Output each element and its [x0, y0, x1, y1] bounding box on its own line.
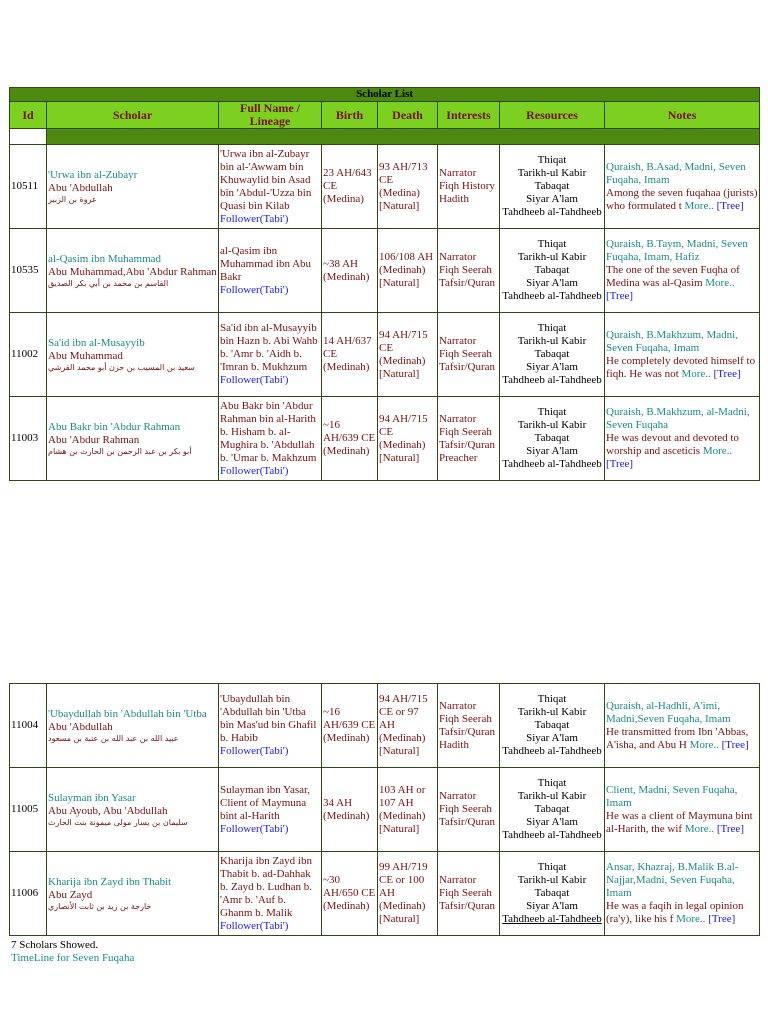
lineage-text: 'Ubaydullah bin 'Abdullah bin 'Utba bin Mas'ud bin Ghafil b. Habib	[220, 693, 317, 744]
notes-tags[interactable]: Quraish, B.Makhzum, al-Madni, Seven Fuqaha	[606, 406, 750, 431]
lineage-text: 'Urwa ibn al-Zubayr bin al-'Awwam bin Khuwaylid bin Asad bin 'Abdul-'Uzza bin Quasi bin Kilab	[220, 147, 312, 212]
lineage-text: Kharija ibn Zayd ibn Thabit b. ad-Dahhak b. Zayd b. Ludhan b. 'Amr b. 'Auf b. Ghanm b. Malik	[220, 854, 312, 919]
notes-cell	[605, 768, 760, 852]
resource-tarikh[interactable]: Tarikh-ul Kabir	[517, 167, 587, 179]
more-link[interactable]: More..	[676, 913, 706, 925]
scholar-kunya: Abu Zayd	[48, 888, 93, 901]
notes-tags[interactable]: Quraish, B.Asad, Madni, Seven Fuqaha, Imam	[606, 160, 746, 186]
scholar-id: 11003	[10, 397, 47, 481]
resource-tahdheeb[interactable]: Tahdheeb al-Tahdheeb	[502, 374, 602, 386]
follower-status: Follower(Tabi')	[220, 374, 289, 386]
resource-tabaqat[interactable]: Tabaqat	[534, 803, 570, 815]
lineage-cell	[219, 684, 322, 768]
scholar-cell	[47, 397, 219, 481]
notes-text: He was a client of Maymuna bint al-Harith, the wif	[606, 809, 753, 835]
notes-cell	[605, 684, 760, 768]
scholar-name-link[interactable]: 'Ubaydullah bin 'Abdullah bin 'Utba	[48, 707, 207, 720]
scholar-kunya: Abu Muhammad	[48, 349, 123, 362]
resource-tarikh[interactable]: Tarikh-ul Kabir	[517, 251, 587, 263]
resources-cell	[500, 313, 605, 397]
notes-cell	[605, 145, 760, 229]
follower-status: Follower(Tabi')	[220, 822, 289, 835]
resources-cell	[500, 768, 605, 852]
birth-cell: ~30 AH/650 CE (Medinah)	[322, 852, 378, 936]
lineage-text: Sulayman ibn Yasar, Client of Maymuna bint al-Harith	[220, 783, 311, 822]
scholar-id: 11005	[10, 768, 47, 852]
table-row	[10, 397, 760, 481]
death-cell: 94 AH/715 CE (Medinah) [Natural]	[378, 313, 438, 397]
resource-tabaqat[interactable]: Tabaqat	[534, 719, 570, 731]
resources-cell	[500, 397, 605, 481]
resource-siyar[interactable]: Siyar A'lam	[526, 445, 578, 457]
lineage-text: Sa'id ibn al-Musayyib bin Hazn b. Abi Wahb b. 'Amr b. 'Aidh b. 'Imran b. Mukhzum	[220, 322, 318, 373]
birth-cell: ~16 AH/639 CE (Medinah)	[322, 397, 378, 481]
notes-text: Among the seven fuqahaa (jurists) who formulated t	[606, 186, 758, 212]
resource-thiqat[interactable]: Thiqat	[537, 777, 567, 789]
table-row	[10, 229, 760, 313]
tree-link[interactable]: [Tree]	[606, 458, 634, 470]
resource-tabaqat[interactable]: Tabaqat	[534, 180, 570, 192]
birth-cell: 23 AH/643 CE (Medina)	[322, 145, 378, 229]
birth-cell: 14 AH/637 CE (Medinah)	[322, 313, 378, 397]
scholar-kunya: Abu 'Abdur Rahman	[48, 433, 140, 446]
scholar-id: 11006	[10, 852, 47, 936]
scholar-arabic-name: سعيد بن المسيب بن حزن أبو محمد القرشي	[48, 362, 195, 372]
header-scholar: Scholar	[47, 102, 219, 129]
header-death: Death	[378, 102, 438, 129]
interests-cell: Narrator Fiqh Seerah Tafsir/Quran	[438, 852, 500, 936]
scholar-name-link[interactable]: al-Qasim ibn Muhammad	[48, 252, 162, 265]
footer	[11, 939, 134, 965]
table-row	[10, 852, 760, 936]
follower-status: Follower(Tabi')	[220, 919, 289, 932]
death-cell: 93 AH/713 CE (Medina) [Natural]	[378, 145, 438, 229]
timeline-link[interactable]: TimeLine for Seven Fuqaha	[11, 952, 135, 964]
resource-thiqat[interactable]: Thiqat	[537, 693, 567, 705]
table-body-bottom	[10, 684, 760, 936]
resource-siyar[interactable]: Siyar A'lam	[526, 193, 578, 205]
scholar-count: 7 Scholars Showed.	[11, 939, 99, 951]
resource-tabaqat[interactable]: Tabaqat	[534, 348, 570, 360]
resource-tahdheeb[interactable]: Tahdheeb al-Tahdheeb	[502, 458, 602, 470]
scholar-id: 10535	[10, 229, 47, 313]
lineage-text: al-Qasim ibn Muhammad ibn Abu Bakr	[220, 244, 312, 283]
notes-tags[interactable]: Client, Madni, Seven Fuqaha, Imam	[606, 783, 738, 809]
resources-cell	[500, 852, 605, 936]
table-row	[10, 768, 760, 852]
more-link[interactable]: More..	[689, 738, 719, 751]
interests-cell: Narrator Fiqh Seerah Tafsir/Quran Hadith	[438, 684, 500, 768]
follower-status: Follower(Tabi')	[220, 745, 289, 757]
lineage-cell	[219, 768, 322, 852]
notes-cell	[605, 229, 760, 313]
scholar-kunya: Abu 'Abdullah	[48, 720, 113, 733]
scholar-name-link[interactable]: 'Urwa ibn al-Zubayr	[48, 168, 138, 181]
resource-tabaqat[interactable]: Tabaqat	[534, 432, 570, 444]
resource-tarikh[interactable]: Tarikh-ul Kabir	[517, 419, 587, 431]
tree-link[interactable]: [Tree]	[606, 290, 634, 302]
scholar-kunya: Abu Muhammad,Abu 'Abdur Rahman	[48, 265, 217, 278]
death-cell: 106/108 AH (Medinah) [Natural]	[378, 229, 438, 313]
death-cell: 94 AH/715 CE (Medinah) [Natural]	[378, 397, 438, 481]
resources-cell	[500, 145, 605, 229]
scholar-arabic-name: القاسم بن محمد بن أبي بكر الصديق	[48, 278, 169, 288]
scholar-cell	[47, 145, 219, 229]
notes-tags[interactable]: Ansar, Khazraj, B.Malik B.al-Najjar,Madni, Seven Fuqaha, Imam	[606, 861, 739, 899]
header-resources: Resources	[500, 102, 605, 129]
notes-cell	[605, 397, 760, 481]
table-row	[10, 684, 760, 768]
notes-text: He transmitted from Ibn 'Abbas, A'isha, and Abu H	[606, 725, 749, 751]
notes-tags[interactable]: Quraish, al-Hadhli, A'imi, Madni,Seven Fuqaha, Imam	[606, 699, 731, 725]
resources-cell	[500, 684, 605, 768]
notes-cell	[605, 313, 760, 397]
scholar-kunya: Abu Ayoub, Abu 'Abdullah	[48, 804, 168, 817]
interests-cell: Narrator Fiqh Seerah Tafsir/Quran	[438, 768, 500, 852]
tree-link[interactable]: [Tree]	[713, 367, 741, 380]
resources-cell	[500, 229, 605, 313]
scholar-id: 11004	[10, 684, 47, 768]
lineage-cell	[219, 229, 322, 313]
notes-cell	[605, 852, 760, 936]
death-cell: 99 AH/719 CE or 100 AH (Medinah) [Natural]	[378, 852, 438, 936]
scholar-arabic-name: خارجة بن زيد بن ثابت الأنصاري	[48, 901, 152, 911]
resource-tahdheeb[interactable]: Tahdheeb al-Tahdheeb	[502, 206, 602, 218]
death-cell: 103 AH or 107 AH (Medinah) [Natural]	[378, 768, 438, 852]
resource-thiqat[interactable]: Thiqat	[537, 322, 567, 334]
scholar-cell	[47, 768, 219, 852]
notes-tags[interactable]: Quraish, B.Makhzum, Madni, Seven Fuqaha, Imam	[606, 328, 738, 354]
header-lineage: Full Name / Lineage	[219, 102, 322, 129]
lineage-cell	[219, 145, 322, 229]
death-cell: 94 AH/715 CE or 97 AH (Medinah) [Natural]	[378, 684, 438, 768]
scholar-table	[9, 87, 760, 481]
lineage-cell	[219, 397, 322, 481]
notes-text: He was devout and devoted to worship and asceticis	[606, 432, 739, 457]
lineage-text: Abu Bakr bin 'Abdur Rahman bin al-Harith b. Hisham b. al-Mughira b. 'Abdullah b. 'Umar b. Makhzum	[220, 399, 317, 464]
scholar-table-continued	[9, 683, 760, 936]
scholar-arabic-name: عبيد الله بن عبد الله بن عتبة بن مسعود	[48, 733, 179, 743]
table-row	[10, 313, 760, 397]
scholar-arabic-name: سليمان بن يسار مولى ميمونة بنت الحارث	[48, 817, 188, 827]
lineage-cell	[219, 313, 322, 397]
table-body-top	[10, 145, 760, 481]
scholar-cell	[47, 229, 219, 313]
notes-text: He was a faqih in legal opinion (ra'y), like his f	[606, 900, 744, 925]
resource-thiqat[interactable]: Thiqat	[537, 154, 567, 166]
table-row	[10, 145, 760, 229]
scholar-cell	[47, 313, 219, 397]
more-link[interactable]: More..	[702, 445, 733, 457]
scholar-name-link[interactable]: Abu Bakr bin 'Abdur Rahman	[48, 420, 181, 433]
more-link[interactable]: More..	[684, 822, 715, 835]
header-id: Id	[10, 102, 47, 129]
more-link[interactable]: More..	[684, 199, 714, 212]
header-notes: Notes	[605, 102, 760, 129]
tree-link[interactable]: [Tree]	[716, 199, 744, 212]
tree-link[interactable]: [Tree]	[716, 822, 744, 835]
birth-cell: 34 AH (Medinah)	[322, 768, 378, 852]
resource-tahdheeb[interactable]: Tahdheeb al-Tahdheeb	[502, 829, 602, 841]
resource-tarikh[interactable]: Tarikh-ul Kabir	[517, 874, 587, 886]
resource-siyar[interactable]: Siyar A'lam	[526, 900, 578, 912]
scholar-id: 10511	[10, 145, 47, 229]
scholar-arabic-name: أبو بكر بن عبد الرحمن بن الحارث بن هشام	[48, 446, 192, 456]
scholar-id: 11002	[10, 313, 47, 397]
scholar-name-link[interactable]: Sulayman ibn Yasar	[48, 791, 136, 804]
interests-cell: Narrator Fiqh Seerah Tafsir/Quran	[438, 313, 500, 397]
interests-cell: Narrator Fiqh Seerah Tafsir/Quran	[438, 229, 500, 313]
header-birth: Birth	[322, 102, 378, 129]
interests-cell: Narrator Fiqh Seerah Tafsir/Quran Preacher	[438, 397, 500, 481]
resource-tabaqat[interactable]: Tabaqat	[534, 887, 570, 899]
notes-tags[interactable]: Quraish, B.Taym, Madni, Seven Fuqaha, Imam, Hafiz	[606, 238, 748, 263]
follower-status: Follower(Tabi')	[220, 283, 289, 296]
resource-thiqat[interactable]: Thiqat	[537, 861, 567, 873]
notes-text: The one of the seven Fuqha of Medina was al-Qasim	[606, 264, 740, 289]
table-title: Scholar List	[10, 88, 760, 102]
resource-thiqat[interactable]: Thiqat	[537, 238, 567, 250]
resource-thiqat[interactable]: Thiqat	[537, 406, 567, 418]
tree-link[interactable]: [Tree]	[708, 913, 736, 925]
follower-status: Follower(Tabi')	[220, 464, 289, 477]
header-interests: Interests	[438, 102, 500, 129]
birth-cell: ~16 AH/639 CE (Medinah)	[322, 684, 378, 768]
resource-siyar[interactable]: Siyar A'lam	[526, 732, 578, 744]
notes-text: He completely devoted himself to fiqh. He was not	[606, 354, 756, 380]
follower-status: Follower(Tabi')	[220, 212, 289, 225]
resource-tahdheeb[interactable]: Tahdheeb al-Tahdheeb	[502, 745, 602, 757]
resource-tarikh[interactable]: Tarikh-ul Kabir	[517, 706, 587, 718]
more-link[interactable]: More..	[681, 367, 711, 380]
resource-tabaqat[interactable]: Tabaqat	[534, 264, 570, 276]
scholar-name-link[interactable]: Kharija ibn Zayd ibn Thabit	[48, 875, 172, 888]
interests-cell: Narrator Fiqh History Hadith	[438, 145, 500, 229]
resource-tarikh[interactable]: Tarikh-ul Kabir	[517, 790, 587, 802]
resource-siyar[interactable]: Siyar A'lam	[526, 816, 578, 828]
resource-siyar[interactable]: Siyar A'lam	[526, 277, 578, 289]
resource-siyar[interactable]: Siyar A'lam	[526, 361, 578, 373]
birth-cell: ~38 AH (Medinah)	[322, 229, 378, 313]
lineage-cell	[219, 852, 322, 936]
scholar-kunya: Abu 'Abdullah	[48, 181, 113, 194]
tree-link[interactable]: [Tree]	[721, 738, 749, 751]
resource-tarikh[interactable]: Tarikh-ul Kabir	[517, 335, 587, 347]
resource-tahdheeb[interactable]: Tahdheeb al-Tahdheeb	[502, 290, 602, 302]
scholar-arabic-name: عروة بن الزبير	[48, 194, 97, 204]
scholar-cell	[47, 684, 219, 768]
more-link[interactable]: More..	[705, 277, 735, 289]
scholar-cell	[47, 852, 219, 936]
resource-tahdheeb[interactable]: Tahdheeb al-Tahdheeb	[502, 913, 602, 925]
scholar-name-link[interactable]: Sa'id ibn al-Musayyib	[48, 336, 145, 349]
